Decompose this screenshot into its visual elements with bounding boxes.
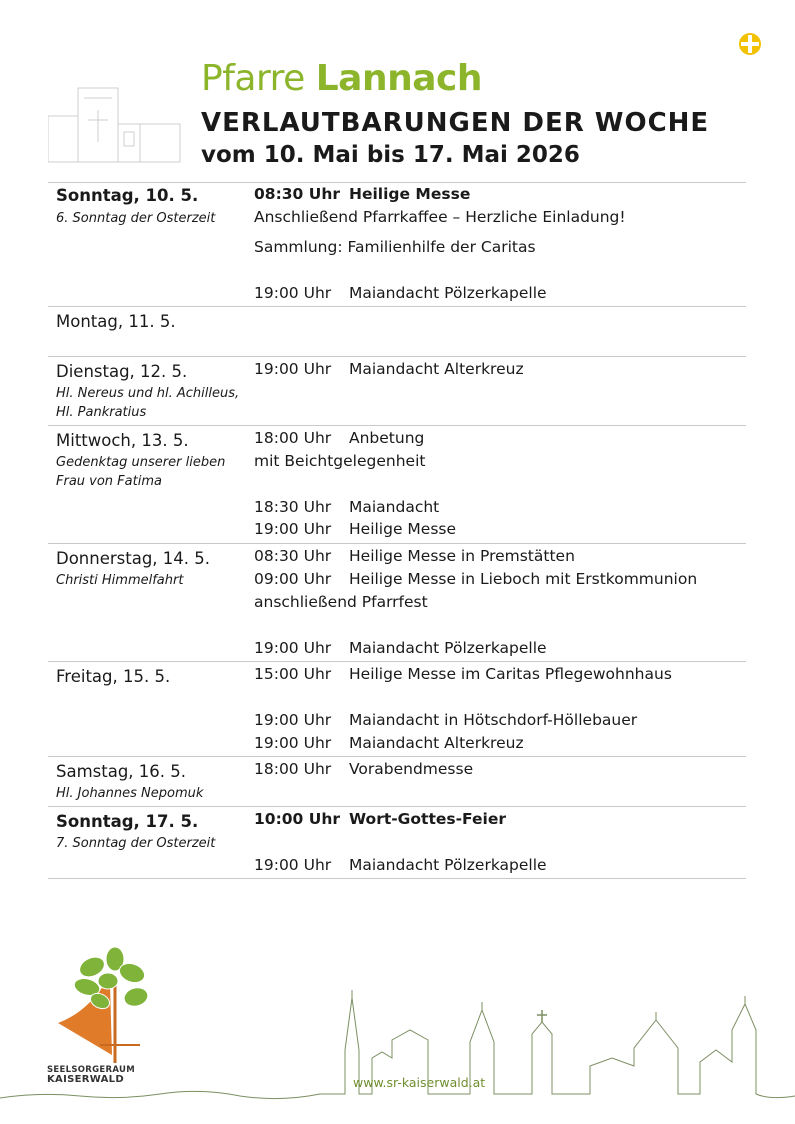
day-name: Freitag, 15. 5. xyxy=(56,667,171,686)
entry-note: mit Beichtgelegenheit xyxy=(254,452,426,470)
entry-time: 10:00 Uhr xyxy=(254,810,340,828)
divider xyxy=(48,756,746,757)
entry-text: Maiandacht Pölzerkapelle xyxy=(349,284,547,302)
day-subtitle: Hl. Nereus und hl. Achilleus, Hl. Pankratius xyxy=(56,386,240,420)
entry-text: Maiandacht in Hötschdorf-Höllebauer xyxy=(349,711,638,729)
entry-time: 15:00 Uhr xyxy=(254,665,332,683)
entry-text: Maiandacht xyxy=(349,498,440,516)
parish-prefix: Pfarre xyxy=(201,58,305,99)
entry-time: 18:00 Uhr xyxy=(254,760,332,778)
entry-time: 19:00 Uhr xyxy=(254,520,332,538)
day-name: Donnerstag, 14. 5. xyxy=(56,549,211,568)
logo-line-1: SEELSORGERAUM xyxy=(47,1065,135,1075)
church-outline-icon xyxy=(48,84,183,164)
entry-time: 19:00 Uhr xyxy=(254,360,332,378)
day-name: Montag, 11. 5. xyxy=(56,312,176,331)
entry-time: 08:30 Uhr xyxy=(254,185,340,203)
entry-time: 19:00 Uhr xyxy=(254,856,332,874)
entry-text: Wort-Gottes-Feier xyxy=(349,810,506,828)
entry-text: Heilige Messe in Lieboch mit Erstkommunion xyxy=(349,570,698,588)
entry-text: Maiandacht Alterkreuz xyxy=(349,734,524,752)
entry-note: Anschließend Pfarrkaffee – Herzliche Einladung! xyxy=(254,208,626,226)
entry-time: 09:00 Uhr xyxy=(254,570,332,588)
entry-note: Sammlung: Familienhilfe der Caritas xyxy=(254,238,536,256)
entry-note: anschließend Pfarrfest xyxy=(254,593,428,611)
day-subtitle: Christi Himmelfahrt xyxy=(56,573,184,588)
divider xyxy=(48,182,746,183)
divider xyxy=(48,356,746,357)
parish-name xyxy=(201,58,482,99)
divider xyxy=(48,543,746,544)
entry-text: Heilige Messe xyxy=(349,185,471,203)
cross-badge-icon xyxy=(738,32,762,56)
divider xyxy=(48,306,746,307)
entry-time: 08:30 Uhr xyxy=(254,547,332,565)
day-name: Mittwoch, 13. 5. xyxy=(56,431,189,450)
divider xyxy=(48,806,746,807)
entry-text: Heilige Messe in Premstätten xyxy=(349,547,575,565)
divider xyxy=(48,425,746,426)
page-title: VERLAUTBARUNGEN DER WOCHE xyxy=(201,108,710,138)
page-subtitle: vom 10. Mai bis 17. Mai 2026 xyxy=(201,142,580,168)
day-name: Samstag, 16. 5. xyxy=(56,762,187,781)
day-subtitle: 7. Sonntag der Osterzeit xyxy=(56,836,216,851)
divider xyxy=(48,661,746,662)
entry-text: Maiandacht Pölzerkapelle xyxy=(349,639,547,657)
entry-text: Heilige Messe xyxy=(349,520,457,538)
entry-text: Anbetung xyxy=(349,429,425,447)
day-subtitle: 6. Sonntag der Osterzeit xyxy=(56,211,216,226)
town-skyline-icon xyxy=(0,990,795,1124)
day-name: Dienstag, 12. 5. xyxy=(56,362,188,381)
entry-time: 19:00 Uhr xyxy=(254,639,332,657)
day-subtitle: Hl. Johannes Nepomuk xyxy=(56,786,204,801)
entry-text: Heilige Messe im Caritas Pflegewohnhaus xyxy=(349,665,672,683)
day-name: Sonntag, 17. 5. xyxy=(56,812,199,831)
entry-time: 19:00 Uhr xyxy=(254,284,332,302)
entry-text: Maiandacht Pölzerkapelle xyxy=(349,856,547,874)
day-name: Sonntag, 10. 5. xyxy=(56,186,199,205)
day-subtitle: Gedenktag unserer lieben Frau von Fatima xyxy=(56,455,226,489)
website-link[interactable]: www.sr-kaiserwald.at xyxy=(353,1075,486,1090)
parish-name-bold: Lannach xyxy=(315,58,482,99)
logo-line-2: KAISERWALD xyxy=(47,1074,124,1085)
entry-time: 19:00 Uhr xyxy=(254,711,332,729)
entry-text: Maiandacht Alterkreuz xyxy=(349,360,524,378)
entry-time: 18:30 Uhr xyxy=(254,498,332,516)
entry-time: 18:00 Uhr xyxy=(254,429,332,447)
entry-time: 19:00 Uhr xyxy=(254,734,332,752)
entry-text: Vorabendmesse xyxy=(349,760,474,778)
divider xyxy=(48,878,746,879)
